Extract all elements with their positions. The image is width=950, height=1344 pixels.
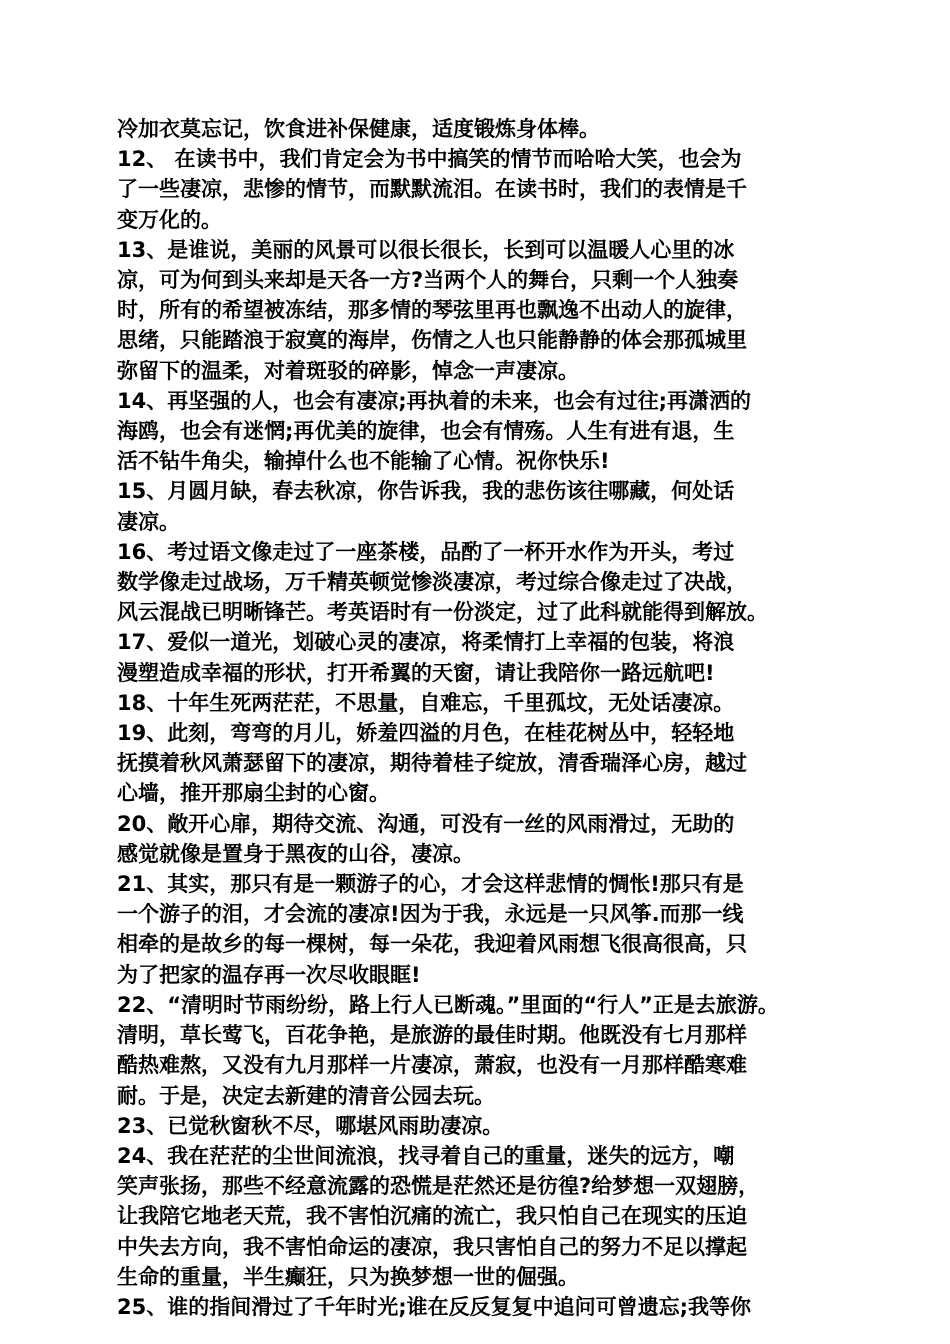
paragraph-intro: 冷加衣莫忘记，饮食进补保健康，适度锻炼身体棒。 [117,117,600,141]
paragraph-19: 19、此刻，弯弯的月儿，娇羞四溢的月色，在桂花树丛中，轻轻地 抚摸着秋风萧瑟留下的凄凉，期待着桂子绽放，清香瑞泽心房，越过 心墙，推开那扇尘封的心窗。 [117,721,747,806]
paragraph-15: 15、月圆月缺，春去秋凉，你告诉我，我的悲伤该往哪藏，何处话 凄凉。 [117,479,735,534]
paragraph-16: 16、考过语文像走过了一座茶楼，品酌了一杯开水作为开头，考过 数学像走过战场，万千精英顿觉惨淡凄凉，考过综合像走过了决战， 风云混战已明晰锋芒。考英语时有一份淡定，过了此科就能得到解放。 [117,539,768,625]
document-body [117,114,847,1322]
paragraph-20: 20、敞开心扉，期待交流、沟通，可没有一丝的风雨滑过，无助的 感觉就像是置身于黑夜的山谷，凄凉。 [117,811,735,866]
paragraph-24: 24、我在茫茫的尘世间流浪，找寻着自己的重量，迷失的远方，嘲 笑声张扬，那些不经意流露的恐慌是茫然还是彷徨?给梦想一双翅膀， 让我陪它地老天荒，我不害怕沉痛的流亡，我只怕自己在现实的压迫 中失去方向，我不害怕命运的凄凉，我只害怕自己的努力不足以撑起 生命的重量，半生癫狂，只为换梦想一世的倔强。 [117,1143,760,1289]
paragraph-21: 21、其实，那只有是一颗游子的心，才会这样悲情的惆怅!那只有是 一个游子的泪，才会流的凄凉!因为于我，永远是一只风筝.而那一线 相牵的是故乡的每一棵树，每一朵花，我迎着风雨想飞很高很高，只 为了把家的温存再一次尽收眼眶! [117,872,747,987]
paragraph-17: 17、爱似一道光，划破心灵的凄凉，将柔情打上幸福的包装，将浪 漫塑造成幸福的形状，打开希翼的天窗，请让我陪你一路远航吧! [117,630,735,685]
paragraph-25: 25、谁的指间滑过了千年时光;谁在反反复复中追问可曾遗忘;我等你 [117,1294,752,1319]
paragraph-14: 14、再坚强的人，也会有凄凉;再执着的未来，也会有过往;再潇洒的 海鸥，也会有迷惘;再优美的旋律，也会有情殇。人生有进有退，生 活不钻牛角尖，输掉什么也不能输了心情。祝你快乐! [117,388,752,474]
paragraph-18: 18、十年生死两茫茫，不思量，自难忘，千里孤坟，无处话凄凉。 [117,690,735,715]
paragraph-12: 12、 在读书中，我们肯定会为书中搞笑的情节而哈哈大笑，也会为 了一些凄凉，悲惨的情节，而默默流泪。在读书时，我们的表情是千 变万化的。 [117,147,747,232]
paragraph-22: 22、“清明时节雨纷纷，路上行人已断魂。”里面的“行人”正是去旅游。 清明，草长莺飞，百花争艳，是旅游的最佳时期。他既没有七月那样 酷热难熬，又没有九月那样一片凄凉，萧寂，也没有一月那样酷寒难 耐。于是，决定去新建的清音公园去玩。 [117,992,779,1108]
paragraph-13: 13、是谁说，美丽的风景可以很长很长，长到可以温暖人心里的冰 凉，可为何到头来却是天各一方?当两个人的舞台，只剩一个人独奏 时，所有的希望被冻结，那多情的琴弦里再也飘逸不出动人的旋律， 思绪，只能踏浪于寂寞的海岸，伤情之人也只能静静的体会那孤城里 弥留下的温柔，对着斑驳的碎影，悼念一声凄凉。 [117,237,747,383]
paragraph-23: 23、已觉秋窗秋不尽，哪堪风雨助凄凉。 [117,1113,504,1138]
